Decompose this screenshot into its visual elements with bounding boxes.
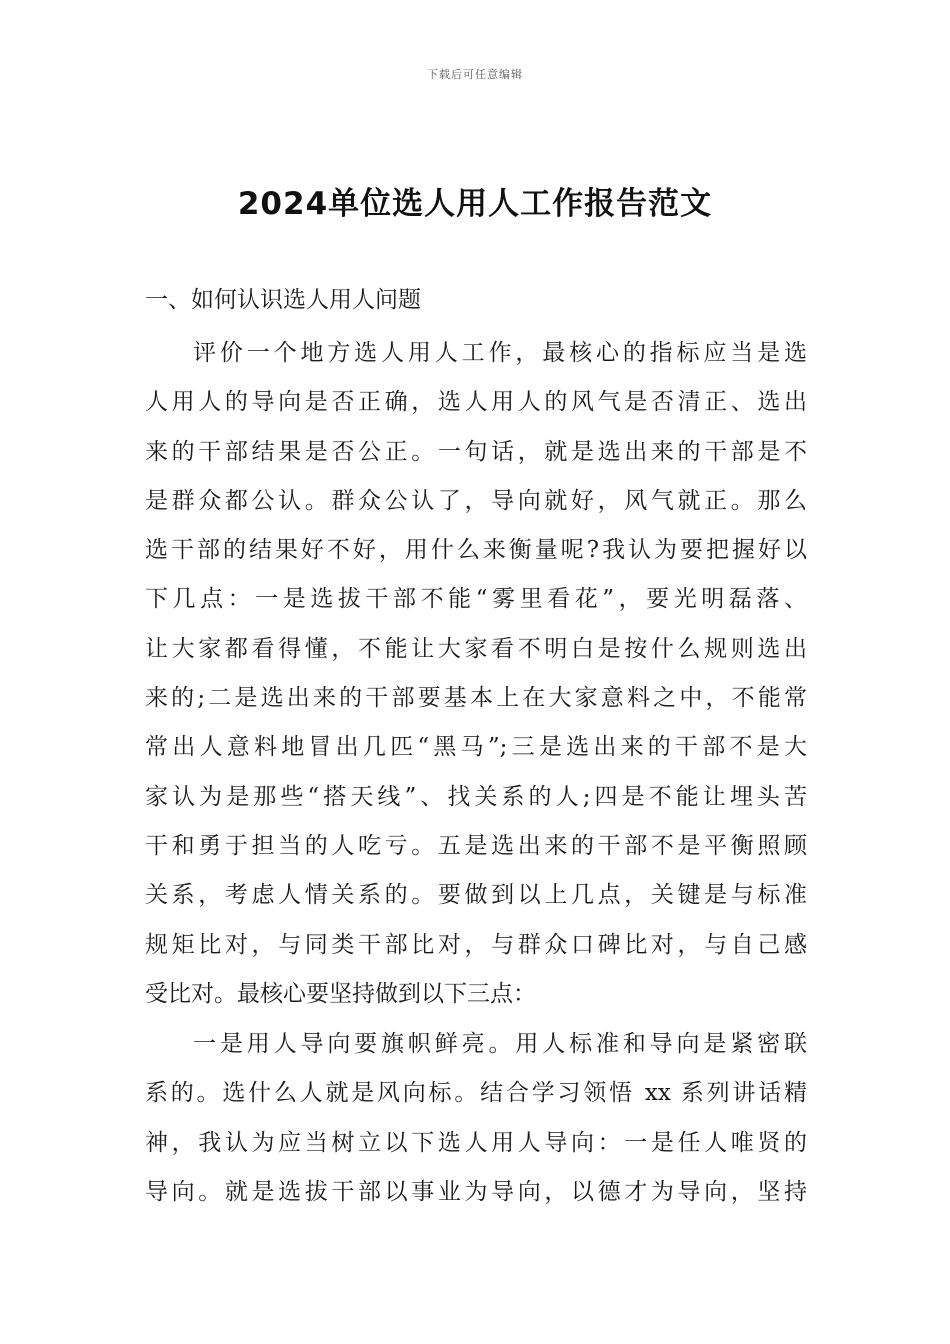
paragraph-line: 干和勇于担当的人吃亏。五是选出来的干部不是平衡照顾 [145,832,807,859]
paragraph-line: 选干部的结果好不好，用什么来衡量呢?我认为要把握好以 [145,537,807,564]
paragraph-line: 来的干部结果是否公正。一句话，就是选出来的干部是不 [145,438,807,465]
paragraph-line: 关系，考虑人情关系的。要做到以上几点，关键是与标准 [145,882,807,909]
page-header-note: 下载后可任意编辑 [427,68,523,81]
paragraph-line: 一是用人导向要旗帜鲜亮。用人标准和导向是紧密联 [193,1031,807,1057]
document-title: 2024单位选人用人工作报告范文 [237,186,713,222]
paragraph-2 [145,1020,807,1217]
paragraph-line: 系的。选什么人就是风向标。结合学习领悟 xx 系列讲话精 [145,1080,807,1107]
paragraph-line: 规矩比对，与同类干部比对，与群众口碑比对，与自己感 [145,931,807,958]
paragraph-line: 导向。就是选拔干部以事业为导向，以德才为导向，坚持 [145,1178,807,1205]
paragraph-line: 来的;二是选出来的干部要基本上在大家意料之中，不能常 [145,685,807,712]
section-heading: 一、如何认识选人用人问题 [145,287,421,313]
paragraph-line: 常出人意料地冒出几匹“黑马”;三是选出来的干部不是大 [145,734,807,761]
paragraph-line: 是群众都公认。群众公认了，导向就好，风气就正。那么 [145,487,807,514]
paragraph-line: 人用人的导向是否正确，选人用人的风气是否清正、选出 [145,389,807,416]
paragraph-line: 受比对。最核心要坚持做到以下三点： [145,980,536,1007]
paragraph-line: 神，我认为应当树立以下选人用人导向：一是任人唯贤的 [145,1129,807,1156]
paragraph-line: 家认为是那些“搭天线”、找关系的人;四是不能让埋头苦 [145,783,807,810]
paragraph-line: 评价一个地方选人用人工作，最核心的指标应当是选 [193,340,807,366]
paragraph-line: 让大家都看得懂，不能让大家看不明白是按什么规则选出 [145,635,807,662]
paragraph-1 [145,329,807,1019]
paragraph-line: 下几点：一是选拔干部不能“雾里看花”，要光明磊落、 [145,586,807,613]
